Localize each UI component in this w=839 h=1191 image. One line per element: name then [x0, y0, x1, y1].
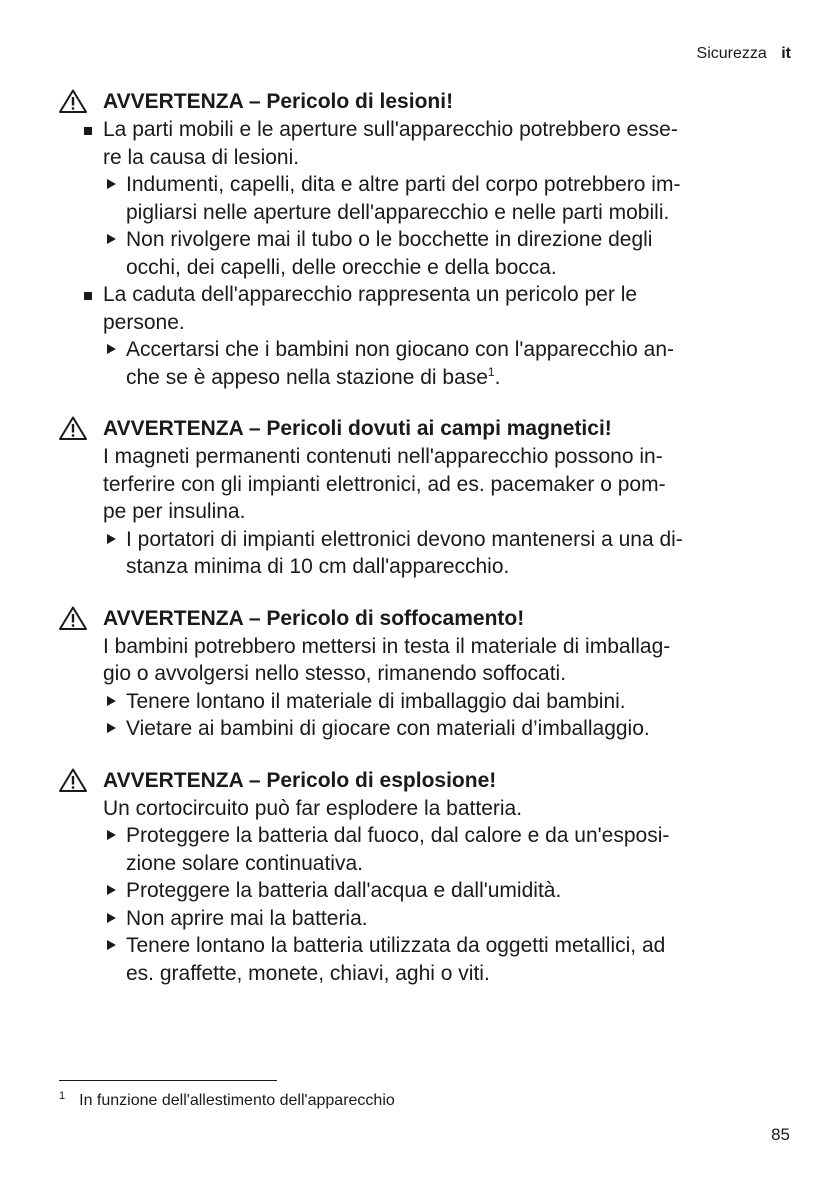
- text-line: [126, 171, 839, 199]
- line-text: Un cortocircuito può far esplodere la batteria.: [103, 796, 523, 820]
- warning-title: AVVERTENZA – Pericolo di lesioni!: [103, 90, 454, 113]
- text-line: [103, 309, 839, 337]
- text-line: [126, 905, 839, 933]
- warning-title: AVVERTENZA – Pericolo di soffocamento!: [103, 606, 525, 630]
- action-step: [0, 877, 839, 905]
- text-line: [103, 633, 839, 661]
- footnote-divider: [59, 1080, 277, 1081]
- bullet-item: [0, 116, 839, 171]
- text-line: [126, 553, 839, 581]
- line-text: La parti mobili e le aperture sull'apparecchio potrebbero esse-: [103, 118, 678, 141]
- line-text: Tenere lontano il materiale di imballaggio dai bambini.: [126, 689, 626, 713]
- line-text: Non rivolgere mai il tubo o le bocchette in direzione degli: [126, 228, 653, 251]
- text-line: [103, 795, 839, 823]
- line-text: Vietare ai bambini di giocare con materiali d’imballaggio.: [126, 717, 650, 740]
- text-line: [126, 364, 839, 392]
- text-line: [126, 526, 839, 554]
- line-text: terferire con gli impianti elettronici, ad es. pacemaker o pom-: [103, 472, 666, 496]
- line-text: che se è appeso nella stazione di base: [126, 365, 488, 389]
- warning-text: [0, 443, 839, 526]
- warning-header: [0, 767, 839, 795]
- action-step: [0, 688, 839, 716]
- line-text: Non aprire mai la batteria.: [126, 906, 368, 930]
- text-line: [126, 715, 839, 743]
- action-step: [0, 822, 839, 877]
- page-header: [697, 45, 791, 63]
- warning-title: AVVERTENZA – Pericoli dovuti ai campi magnetici!: [103, 417, 612, 440]
- safety-warnings: [0, 88, 839, 1011]
- text-line: [126, 688, 839, 716]
- text-line: [126, 226, 839, 254]
- action-step: [0, 171, 839, 226]
- footnote-number: 1: [59, 1090, 66, 1102]
- warning-header: [0, 88, 839, 116]
- text-line: [103, 116, 839, 144]
- text-line: [103, 281, 839, 309]
- line-text: gio o avvolgersi nello stesso, rimanendo soffocati.: [103, 662, 567, 685]
- action-arrow-icon: [107, 696, 116, 706]
- action-step: [0, 226, 839, 281]
- line-text: persone.: [103, 310, 185, 334]
- warning-text: [0, 633, 839, 688]
- action-arrow-icon: [107, 913, 116, 923]
- line-text: es. graffette, monete, chiavi, aghi o viti.: [126, 961, 490, 985]
- text-line: [126, 822, 839, 850]
- action-step: [0, 336, 839, 391]
- line-text: I portatori di impianti elettronici devono mantenersi a una di-: [126, 527, 683, 551]
- section-name: Sicurezza: [696, 45, 767, 62]
- text-line: [126, 336, 839, 364]
- line-text: zione solare continuativa.: [126, 851, 363, 875]
- line-text: pe per insulina.: [103, 500, 246, 523]
- footnote-reference: 1: [487, 364, 495, 379]
- text-line: [103, 144, 839, 172]
- action-arrow-icon: [107, 534, 116, 544]
- action-arrow-icon: [107, 830, 116, 840]
- line-tail: .: [494, 365, 501, 389]
- text-line: [126, 960, 839, 988]
- bullet-square-icon: [84, 292, 92, 300]
- line-text: Indumenti, capelli, dita e altre parti del corpo potrebbero im-: [126, 173, 681, 196]
- bullet-item: [0, 281, 839, 336]
- line-text: La caduta dell'apparecchio rappresenta un pericolo per le: [103, 283, 638, 306]
- warning-triangle-icon: [59, 768, 87, 792]
- line-text: I bambini potrebbero mettersi in testa il materiale di imballag-: [103, 634, 671, 658]
- bullet-square-icon: [84, 127, 92, 135]
- warning-section: [0, 88, 839, 391]
- text-line: [103, 498, 839, 526]
- line-text: I magneti permanenti contenuti nell'apparecchio possono in-: [103, 445, 663, 468]
- line-text: occhi, dei capelli, delle orecchie e della bocca.: [126, 255, 557, 279]
- text-line: [126, 877, 839, 905]
- footnote-text: In funzione dell'allestimento dell'apparecchio: [79, 1092, 395, 1109]
- line-text: stanza minima di 10 cm dall'apparecchio.: [126, 555, 510, 578]
- text-line: [103, 471, 839, 499]
- text-line: [126, 254, 839, 282]
- line-text: re la causa di lesioni.: [103, 145, 300, 169]
- line-text: Proteggere la batteria dal fuoco, dal calore e da un'esposi-: [126, 824, 670, 847]
- line-text: Proteggere la batteria dall'acqua e dall'umidità.: [126, 879, 562, 902]
- warning-title: AVVERTENZA – Pericolo di esplosione!: [103, 768, 497, 792]
- warning-header: [0, 605, 839, 633]
- language-code: it: [781, 45, 791, 62]
- action-arrow-icon: [107, 344, 116, 354]
- action-step: [0, 526, 839, 581]
- warning-triangle-icon: [59, 606, 87, 630]
- action-step: [0, 905, 839, 933]
- action-step: [0, 715, 839, 743]
- page-number: 85: [771, 1125, 790, 1144]
- text-line: [103, 660, 839, 688]
- warning-section: [0, 415, 839, 581]
- action-step: [0, 932, 839, 987]
- text-line: [103, 443, 839, 471]
- warning-section: [0, 605, 839, 743]
- action-arrow-icon: [107, 885, 116, 895]
- text-line: [126, 199, 839, 227]
- action-arrow-icon: [107, 723, 116, 733]
- action-arrow-icon: [107, 940, 116, 950]
- warning-text: [0, 795, 839, 823]
- line-text: pigliarsi nelle aperture dell'apparecchio e nelle parti mobili.: [126, 200, 670, 224]
- warning-section: [0, 767, 839, 988]
- line-text: Tenere lontano la batteria utilizzata da oggetti metallici, ad: [126, 934, 666, 957]
- warning-header: [0, 415, 839, 443]
- text-line: [126, 850, 839, 878]
- action-arrow-icon: [107, 234, 116, 244]
- action-arrow-icon: [107, 179, 116, 189]
- text-line: [126, 932, 839, 960]
- warning-triangle-icon: [59, 416, 87, 440]
- line-text: Accertarsi che i bambini non giocano con l'apparecchio an-: [126, 338, 674, 361]
- warning-triangle-icon: [59, 89, 87, 113]
- footnote: [59, 1092, 395, 1110]
